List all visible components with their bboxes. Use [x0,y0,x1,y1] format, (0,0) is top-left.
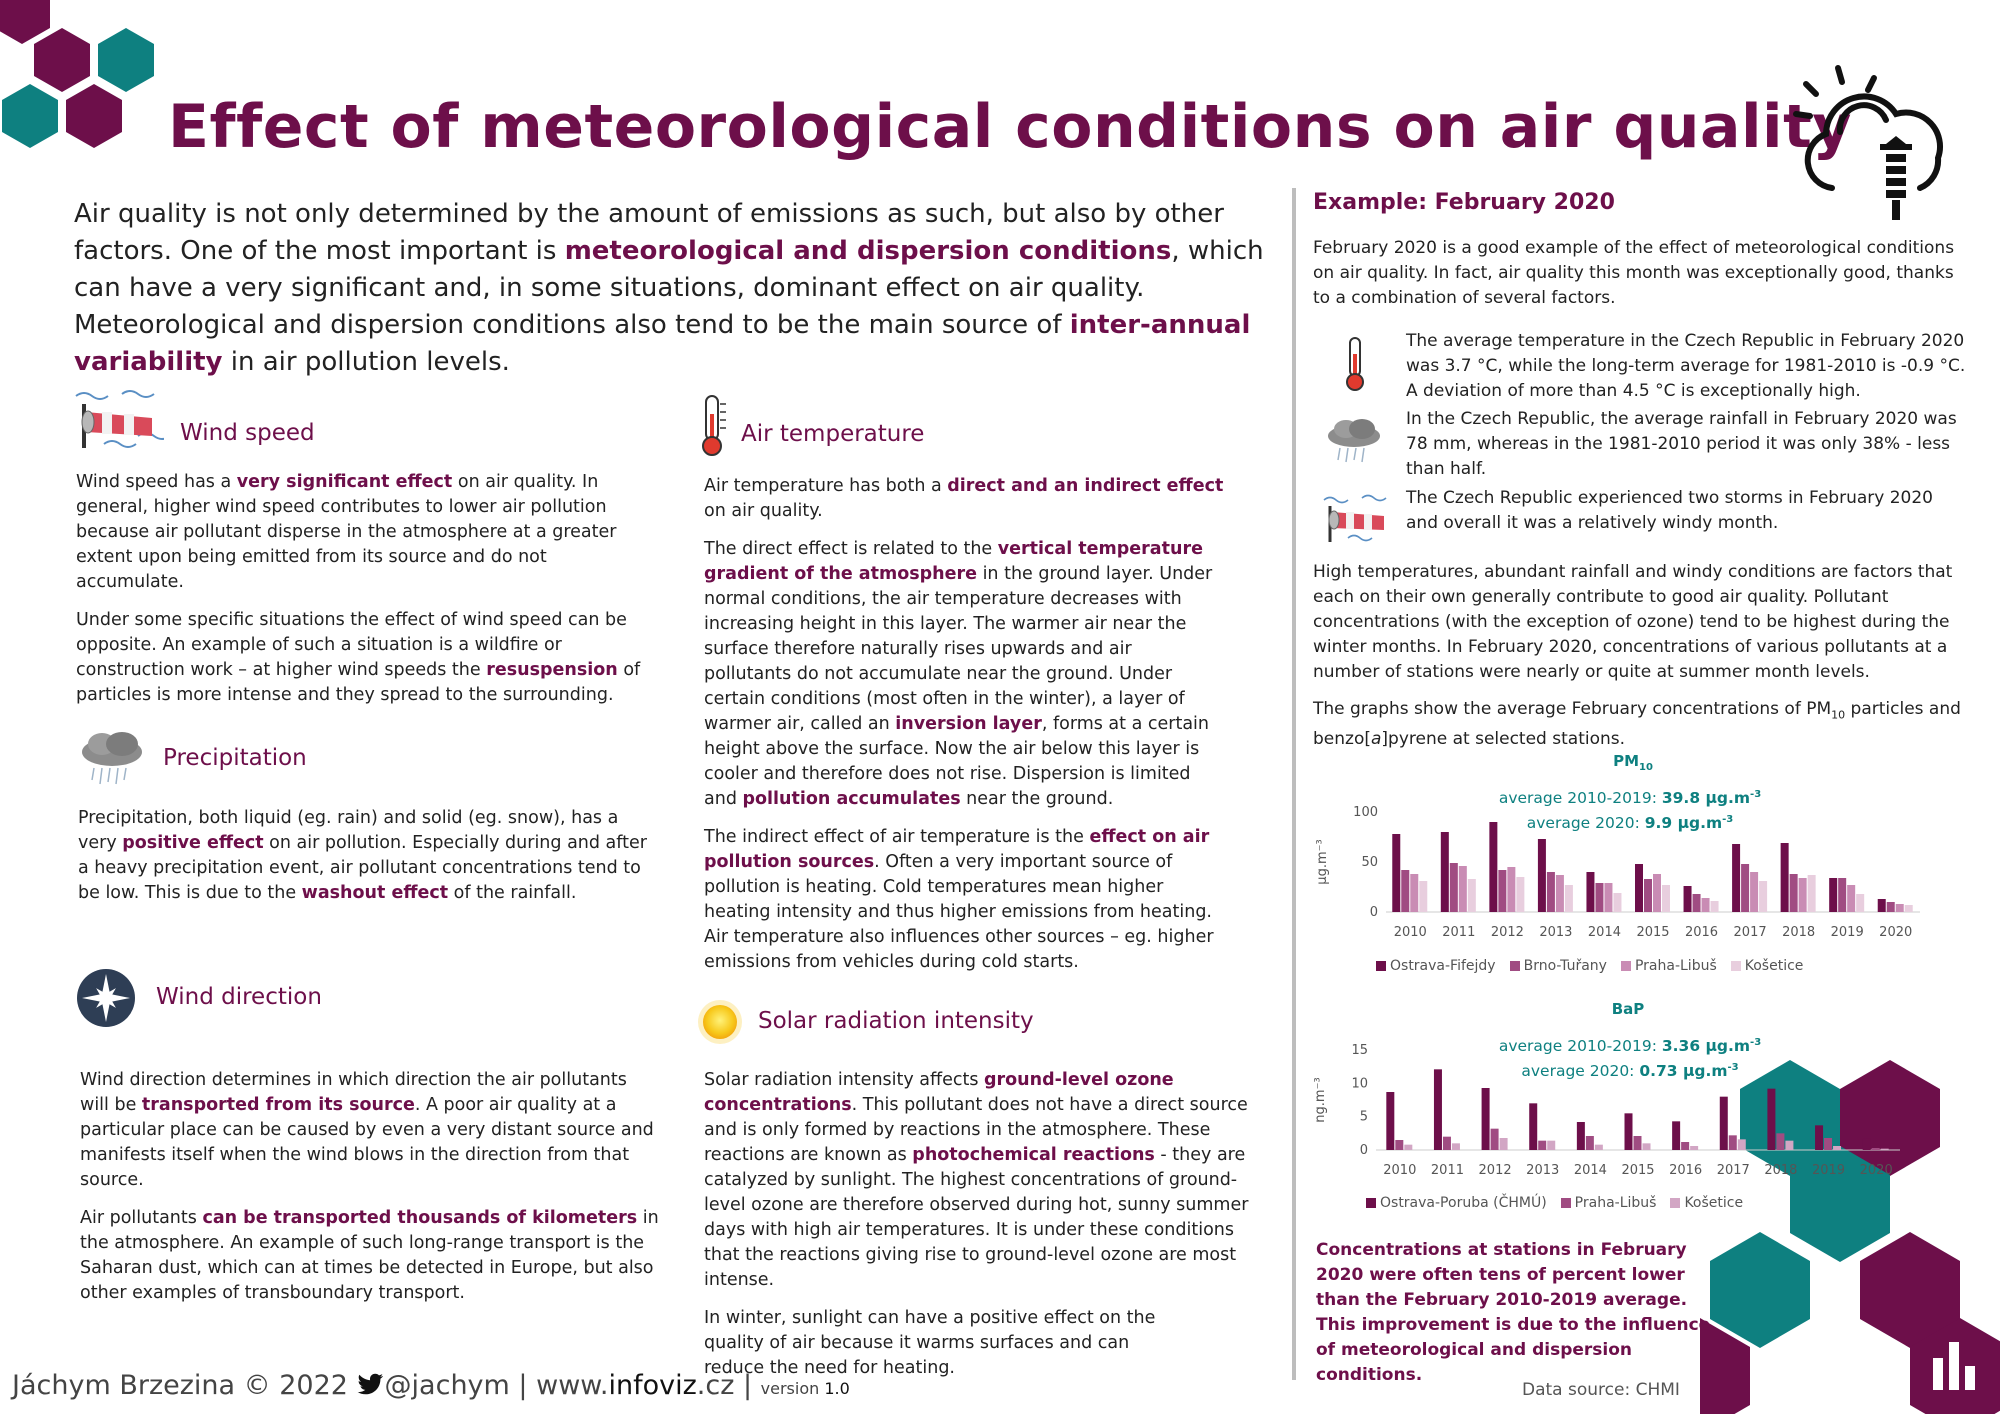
bar [1781,843,1789,912]
bar [1693,894,1701,912]
bar [1529,1103,1537,1150]
wind-direction-text: Wind direction determines in which direction the air pollutants will be transported from its source. A poor air quality at a particular place can be caused by even a very distant source and manifests itself when the wind blows in the direction from that source. Air pollutants can be transported thousands of kilometers in the atmosphere. An example of such long-range transport is the Saharan dust, which can at times be detected in Europe, but also other examples of transboundary transport. [80,1070,659,1303]
bar [1729,1135,1737,1150]
bar [1643,1143,1651,1150]
bar [1684,886,1692,912]
bar [1459,866,1467,912]
bar [1790,874,1798,912]
bar [1419,881,1427,912]
y-axis-label: ng.m⁻³ [1313,1077,1328,1123]
y-tick-label: 10 [1351,1076,1368,1092]
pm10-average-labels: average 2010-2019: 39.8 $\mu g.m^{-3}$ average 2020: 9.9 $\mu g.m^{-3}$ [1498,789,1762,833]
bar [1824,1138,1832,1150]
bar [1662,885,1670,912]
bar [1644,879,1652,912]
bar [1547,1141,1555,1150]
x-tick-label: 2015 [1621,1163,1655,1178]
x-tick-label: 2014 [1587,925,1622,940]
bar [1767,1089,1775,1150]
example-temperature-item: The average temperature in the Czech Republic in February 2020 was 3.7 °C, while the long-term average for 1981-2010 is -0.9 °C. A deviation of more than 4.5 °C is exceptionally high. [1406,331,1966,401]
bar [1586,872,1594,912]
y-axis-label: μg.m⁻³ [1315,839,1330,885]
x-tick-label: 2013 [1526,1163,1560,1178]
bar [1538,839,1546,912]
example-intro: February 2020 is a good example of the effect of meteorological conditions on air quality. In fact, air quality this month was exceptionally good, thanks to a combination of several factors. [1313,238,1955,308]
bar [1878,899,1886,912]
bar [1482,1088,1490,1150]
legend-swatch [1731,961,1741,971]
pm10-bar-chart [1310,800,1930,950]
x-tick-label: 2017 [1716,1163,1750,1178]
bar [1556,875,1564,912]
page-title: Effect of meteorological conditions on air quality [168,92,1852,162]
wind-speed-text: Wind speed has a very significant effect on air quality. In general, higher wind speed contributes to lower air pollution because air pollutant disperse in the atmosphere at a greater extent upon being emitted from its source and do not accumulate. Under some specific situations the effect of wind speed can be opposite. An example of such a situation is a wildfire or construction work – at higher wind speeds the resuspension of particles is more intense and they spread to the surrounding. [76,472,641,705]
bar [1741,864,1749,912]
legend-label: Ostrava-Poruba (ČHMÚ) [1380,1195,1547,1211]
bar [1887,902,1895,912]
bar [1711,901,1719,912]
legend-label: Košetice [1684,1195,1744,1211]
air-temperature-text: Air temperature has both a direct and an indirect effect on air quality. The direct effect is related to the vertical temperature gradient of the atmosphere in the ground layer. Under normal conditions, the air temperature decreases with increasing height in this layer. The warmer air near the surface therefore naturally rises upwards and air pollutants do not accumulate near the ground. Under certain conditions (most often in the winter), a layer of warmer air, called an inversion layer, forms at a certain height above the surface. Now the air below this layer is cooler and therefore does not rise. Dispersion is limited and pollution accumulates near the ground. The indirect effect of air temperature is the effect on air pollution sources. Often a very important source of pollution is heating. Cold temperatures mean higher heating intensity and thus higher emissions from heating. Air temperature also influences other sources – eg. higher emissions from vehicles during cold starts. [704,476,1224,972]
bar [1595,1145,1603,1150]
bar [1634,1136,1642,1150]
weather-station-icon [1790,62,1950,220]
bar [1681,1142,1689,1150]
bap-legend [1366,1195,1743,1211]
example-text: High temperatures, abundant rainfall and windy conditions are factors that each on their own generally contribute to good air quality. Pollutant concentrations (with the exception of ozone) tend to be highest during the winter months. In February 2020, concentrations of various pollutants at a number of stations were nearly or quite at summer month levels. The graphs show the average February concentrations of $PM_{10}$ particles and benzo[a]pyrene at selected stations. [1313,562,1961,750]
bar [1441,832,1449,912]
intro-paragraph: Air quality is not only determined by the amount of emissions as such, but also by other factors. One of the most important is meteorological and dispersion conditions, which can have a very significant and, in some situations, dominant effect on air quality. Meteorological and dispersion conditions also tend to be the main source of inter-annual variability in air pollution levels. [74,199,1264,377]
example-title: Example: February 2020 [1313,190,1615,215]
bar [1672,1121,1680,1150]
footer-website[interactable]: www.infoviz.cz [536,1370,735,1401]
bar [1905,905,1913,912]
x-tick-label: 2012 [1490,925,1524,940]
rain-cloud-icon [76,730,148,786]
x-tick-label: 2020 [1879,925,1913,940]
y-tick-label: 50 [1361,855,1378,870]
bar [1410,874,1418,912]
pm10-legend [1376,958,1803,974]
legend-label: Ostrava-Fifejdy [1390,958,1496,974]
y-tick-label: 0 [1369,905,1378,920]
legend-swatch [1561,1198,1571,1208]
legend-swatch [1621,961,1631,971]
bar [1635,864,1643,912]
solar-radiation-title: Solar radiation intensity [758,1008,1034,1034]
x-tick-label: 2012 [1478,1163,1512,1178]
bar [1881,1149,1889,1150]
x-tick-label: 2015 [1636,925,1670,940]
bar [1547,872,1555,912]
bar [1750,872,1758,912]
legend-label: Brno-Tuřany [1523,958,1607,974]
x-tick-label: 2018 [1764,1163,1798,1178]
legend-label: Košetice [1744,958,1804,974]
intro-highlight-1: meteorological and dispersion conditions [564,236,1172,266]
precipitation-title: Precipitation [163,745,307,771]
bar [1401,870,1409,912]
bar [1507,867,1515,912]
solar-radiation-text: Solar radiation intensity affects ground-level ozone concentrations. This pollutant does not have a direct source and is only formed by reactions in the atmosphere. These reactions are known as photochemical reactions - they are catalyzed by sunlight. The highest concentrations of ground-level ozone are therefore observed during hot, sunny summer days with high air temperatures. It is under these conditions that the reactions giving rise to ground-level ozone are most intense. In winter, sunlight can have a positive effect on the quality of air because it warms surfaces and can reduce the need for heating. [704,1070,1249,1378]
bar [1489,822,1497,912]
legend-label: Praha-Libuš [1574,1195,1657,1211]
bar [1847,885,1855,912]
bar [1452,1143,1460,1150]
hexagon-decoration-top [0,0,170,160]
bar [1815,1125,1823,1150]
bar [1808,875,1816,912]
bar [1776,1133,1784,1150]
bar [1738,1139,1746,1150]
bar [1690,1146,1698,1150]
x-tick-label: 2019 [1830,925,1864,940]
bar [1838,878,1846,912]
pm10-chart-title: $PM_{10}$ [1613,752,1653,773]
bar [1392,834,1400,912]
footer-author: Jáchym Brzezina © 2022 [12,1370,348,1401]
intro-highlight-2: inter-annual variability [74,310,1251,377]
bar [1829,878,1837,912]
bar [1538,1141,1546,1150]
bar [1565,885,1573,912]
precipitation-text: Precipitation, both liquid (eg. rain) and solid (eg. snow), has a very positive effect on air pollution. Especially during and after a heavy precipitation event, air pollutant concentrations tend to be low. This is due to the washout effect of the rainfall. [78,808,647,903]
x-tick-label: 2017 [1733,925,1767,940]
bar [1856,894,1864,912]
footer-version: version 1.0 [760,1379,850,1398]
bar [1785,1141,1793,1150]
bar [1434,1069,1442,1150]
data-source: Data source: CHMI [1522,1380,1680,1400]
legend-swatch [1510,961,1520,971]
bar [1872,1148,1880,1150]
bar [1500,1138,1508,1150]
example-rain-item: In the Czech Republic, the average rainfall in February 2020 was 78 mm, whereas in the 1981-2010 period it was only 38% - less than half. [1406,409,1957,479]
bar [1386,1092,1394,1150]
thermometer-icon [1342,336,1368,392]
wind-speed-title: Wind speed [180,420,315,446]
conclusion-text: Concentrations at stations in February 2020 were often tens of percent lower than the February 2010-2019 average. This improvement is due to the influence of meteorological and dispersion conditions. [1316,1240,1711,1385]
bap-bar-chart [1310,1036,1910,1186]
air-temperature-title: Air temperature [741,421,925,447]
bar [1613,893,1621,912]
x-tick-label: 2010 [1393,925,1427,940]
bap-chart-title: BaP [1611,1000,1645,1018]
x-tick-label: 2016 [1669,1163,1703,1178]
bar [1577,1122,1585,1150]
bar [1491,1129,1499,1150]
column-divider [1292,188,1296,1380]
bar [1863,1139,1871,1150]
x-tick-label: 2018 [1782,925,1816,940]
bar [1625,1113,1633,1150]
thermometer-icon [696,392,730,458]
bar [1595,883,1603,912]
bar [1799,878,1807,912]
bar [1896,904,1904,912]
x-tick-label: 2019 [1811,1163,1846,1178]
windsock-icon [1322,494,1390,544]
y-tick-label: 100 [1353,805,1378,820]
footer-twitter[interactable]: @jachym [384,1370,510,1401]
x-tick-label: 2011 [1442,925,1476,940]
bar [1653,874,1661,912]
windsock-icon [74,388,164,454]
y-tick-label: 15 [1351,1043,1368,1058]
bar [1833,1146,1841,1150]
rain-cloud-icon [1324,418,1384,464]
bar [1759,881,1767,912]
wind-direction-title: Wind direction [156,984,322,1010]
x-tick-label: 2010 [1383,1163,1417,1178]
x-tick-label: 2014 [1573,1163,1607,1178]
legend-swatch [1670,1198,1680,1208]
example-wind-item: The Czech Republic experienced two storms in February 2020 and overall it was a relatively windy month. [1406,488,1933,533]
twitter-bird-icon [357,1372,385,1396]
bar [1404,1145,1412,1150]
x-tick-label: 2020 [1859,1163,1893,1178]
bar [1732,844,1740,912]
legend-label: Praha-Libuš [1634,958,1717,974]
sun-icon [696,998,744,1046]
bar [1450,863,1458,912]
bar [1498,870,1506,912]
y-tick-label: 5 [1359,1109,1368,1125]
x-tick-label: 2013 [1539,925,1573,940]
bar [1702,898,1710,912]
bar [1443,1137,1451,1150]
bar [1516,877,1524,912]
footer: Jáchym Brzezina © 2022 @jachym | www.infoviz.cz | version 1.0 [12,1370,850,1401]
bar [1720,1097,1728,1150]
y-tick-label: 0 [1359,1143,1368,1158]
bar [1604,883,1612,912]
bap-average-labels: average 2010-2019: 3.36 $\mu g.m^{-3}$ average 2020: 0.73 $\mu g.m^{-3}$ [1498,1037,1762,1081]
compass-star-icon [76,968,136,1028]
bar [1586,1136,1594,1150]
bar [1395,1140,1403,1150]
x-tick-label: 2016 [1684,925,1719,940]
legend-swatch [1376,961,1386,971]
x-tick-label: 2011 [1430,1163,1465,1178]
legend-swatch [1366,1198,1376,1208]
bar [1468,879,1476,912]
